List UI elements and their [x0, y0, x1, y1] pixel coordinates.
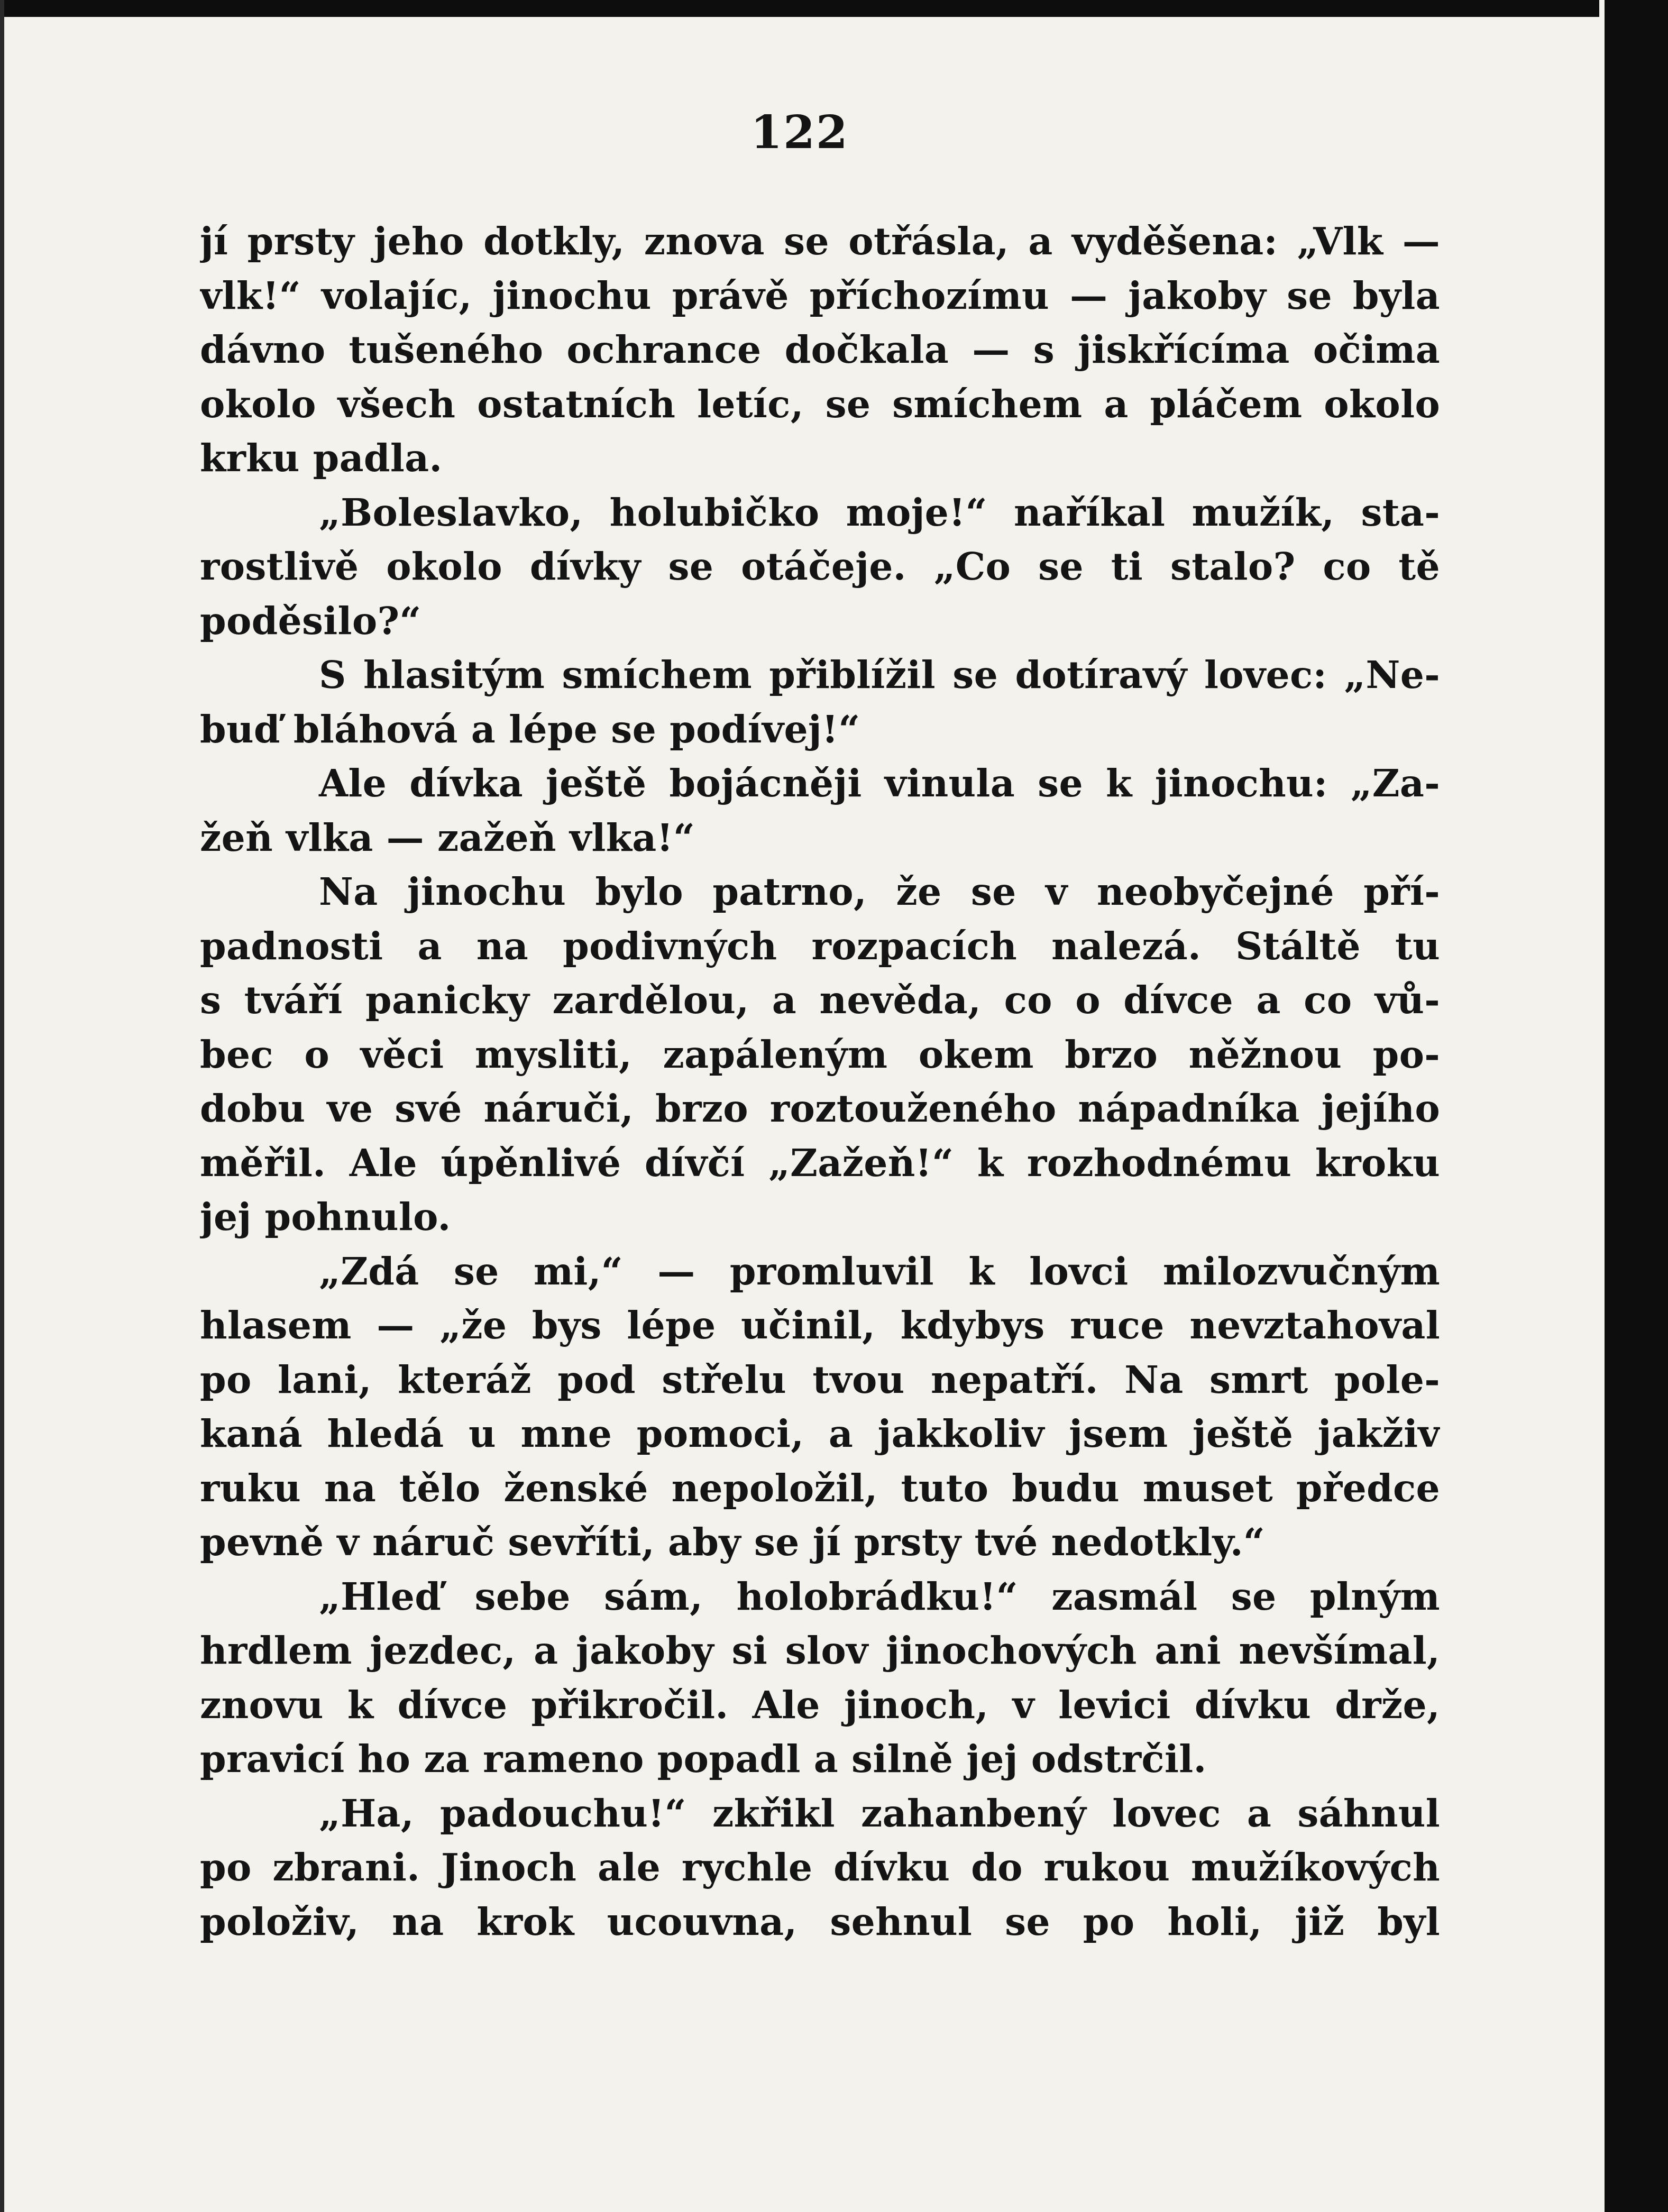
- text-line: kaná hledá u mne pomoci, a jakkoliv jsem ještě jakživ: [200, 1411, 1440, 1456]
- text-line: padnosti a na podivných rozpacích nalezá. Stáltě tu: [200, 923, 1440, 968]
- text-line: okolo všech ostatních letíc, se smíchem a pláčem okolo: [200, 381, 1440, 426]
- text-line: Ale dívka ještě bojácněji vinula se k jinochu: „Za-: [319, 761, 1440, 805]
- text-line: znovu k dívce přikročil. Ale jinoch, v levici dívku drže,: [200, 1682, 1440, 1727]
- text-line: pevně v náruč sevříti, aby se jí prsty tvé nedotkly.“: [200, 1520, 1266, 1564]
- text-line: rostlivě okolo dívky se otáčeje. „Co se ti stalo? co tě: [200, 544, 1440, 589]
- text-line: hlasem — „že bys lépe učinil, kdybys ruce nevztahoval: [200, 1303, 1440, 1347]
- scan-border-left: [0, 0, 4, 2212]
- text-line: pravicí ho za rameno popadl a silně jej odstrčil.: [200, 1737, 1207, 1781]
- text-line: měřil. Ale úpěnlivé dívčí „Zažeň!“ k rozhodnému kroku: [200, 1140, 1440, 1185]
- text-line: „Hleď sebe sám, holobrádku!“ zasmál se plným: [319, 1574, 1440, 1619]
- text-line: jí prsty jeho dotkly, znova se otřásla, a vyděšena: „Vlk —: [200, 219, 1440, 263]
- page-number: 122: [750, 106, 849, 159]
- body-text: [200, 214, 1440, 1949]
- text-line: jej pohnulo.: [200, 1195, 451, 1239]
- text-line: s tváří panicky zardělou, a nevěda, co o dívce a co vů-: [200, 978, 1440, 1022]
- text-line: krku padla.: [200, 436, 443, 480]
- text-line: dávno tušeného ochrance dočkala — s jiskřícíma očima: [200, 327, 1440, 372]
- text-line: „Boleslavko, holubičko moje!“ naříkal mužík, sta-: [319, 490, 1440, 535]
- text-line: „Ha, padouchu!“ zkřikl zahanbený lovec a sáhnul: [319, 1791, 1440, 1835]
- scan-border-right: [1599, 0, 1668, 2212]
- text-line: dobu ve své náruči, brzo roztouženého nápadníka jejího: [200, 1086, 1440, 1131]
- text-line: S hlasitým smíchem přiblížil se dotíravý lovec: „Ne-: [319, 653, 1440, 697]
- text-line: bec o věci mysliti, zapáleným okem brzo něžnou po-: [200, 1032, 1440, 1077]
- text-line: položiv, na krok ucouvna, sehnul se po holi, již byl: [200, 1899, 1440, 1944]
- text-line: Na jinochu bylo patrno, že se v neobyčejné pří-: [319, 869, 1440, 914]
- text-line: po lani, kteráž pod střelu tvou nepatří. Na smrt pole-: [200, 1357, 1440, 1402]
- text-line: buď bláhová a lépe se podívej!“: [200, 706, 860, 751]
- text-line: po zbrani. Jinoch ale rychle dívku do rukou mužíkových: [200, 1845, 1440, 1889]
- scan-border-top: [0, 0, 1668, 17]
- text-line: ruku na tělo ženské nepoložil, tuto budu muset předce: [200, 1465, 1440, 1510]
- text-line: žeň vlka — zažeň vlka!“: [200, 815, 695, 860]
- text-line: „Zdá se mi,“ — promluvil k lovci milozvučným: [319, 1249, 1440, 1293]
- text-line: vlk!“ volajíc, jinochu právě příchozímu — jakoby se byla: [200, 273, 1440, 318]
- page-edge: [1599, 0, 1605, 2212]
- text-line: hrdlem jezdec, a jakoby si slov jinochových ani nevšímal,: [200, 1628, 1440, 1673]
- text-line: poděsilo?“: [200, 598, 421, 643]
